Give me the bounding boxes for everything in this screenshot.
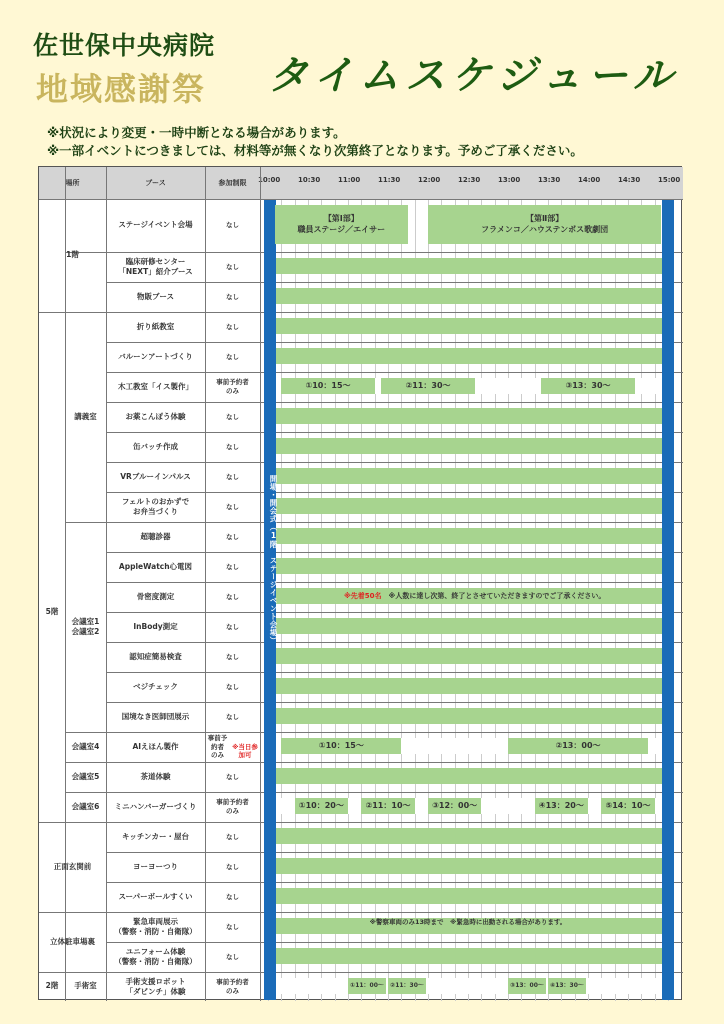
row-bar — [273, 678, 663, 694]
limit-cell: なし — [226, 322, 239, 331]
time-tick: 13:00 — [498, 176, 521, 184]
limit-cell: なし — [226, 862, 239, 871]
limit-cell: なし — [226, 292, 239, 301]
vehicle-note: ※警察車両のみ13時まで ※緊急時に出動される場合があります。 — [369, 917, 567, 926]
limit-cell: なし — [226, 682, 239, 691]
limit-cell: なし — [226, 652, 239, 661]
limit-cell: なし — [226, 592, 239, 601]
place-label: 立体駐車場裏 — [50, 936, 95, 946]
booth-cell: 木工教室「イス製作」 — [118, 381, 193, 391]
limit-cell: なし — [226, 262, 239, 271]
row-bar — [273, 558, 663, 574]
row-bar — [273, 288, 663, 304]
row-bar — [273, 408, 663, 424]
row-bar — [273, 468, 663, 484]
floor-2f: 2階 — [45, 981, 59, 991]
booth-cell: キッチンカー・屋台 — [122, 831, 189, 841]
woodwork-session: ③13：30～ — [541, 378, 634, 394]
limit-cell: なし — [226, 442, 239, 451]
time-tick: 11:00 — [338, 176, 361, 184]
same-day-note: ※当日参加可 — [232, 742, 258, 760]
stage-part-2: 【第Ⅱ部】 フラメンコ／ハウステンボス歌劇団 — [428, 205, 661, 244]
time-tick: 11:30 — [378, 176, 401, 184]
ai-book-session: ①10：15～ — [281, 738, 401, 754]
limit-cell: なし — [226, 622, 239, 631]
row-bar — [273, 948, 663, 964]
row-bar — [273, 888, 663, 904]
limit-cell: なし — [226, 352, 239, 361]
time-tick: 12:00 — [418, 176, 441, 184]
place-label: 会議室5 — [71, 771, 100, 781]
limit-cell: なし — [226, 892, 239, 901]
burger-session: ⑤14：10～ — [601, 798, 654, 814]
notice-line-1: ※状況により変更・一時中断となる場合があります。 — [47, 125, 346, 140]
row-bar — [273, 258, 663, 274]
booth-cell: スーパーボールすくい — [118, 891, 193, 901]
row-bar — [273, 348, 663, 364]
limit-cell: なし — [226, 952, 239, 961]
booth-cell: 緊急車両展示 （警察・消防・自衛隊） — [114, 916, 197, 936]
row-bar — [273, 528, 663, 544]
woodwork-session: ①10：15～ — [281, 378, 374, 394]
column-header-place: 場所 — [65, 179, 80, 187]
limit-cell: なし — [226, 221, 239, 230]
place-label: 会議室1 会議室2 — [71, 616, 100, 636]
opening-label: 開場・開会式（1階 ステージイベント会場） — [269, 475, 278, 645]
booth-cell: AIえほん製作 — [132, 741, 179, 751]
time-tick: 13:30 — [538, 176, 561, 184]
floor-5f: 5階 — [45, 606, 59, 616]
limit-cell: なし — [226, 502, 239, 511]
column-header-booth: ブース — [145, 179, 166, 187]
time-tick: 12:30 — [458, 176, 481, 184]
limit-cell: なし — [226, 412, 239, 421]
limit-cell: 事前予約者 のみ — [216, 978, 249, 995]
row-bar — [273, 828, 663, 844]
booth-cell: ベジチェック — [133, 681, 178, 691]
row-bar — [273, 858, 663, 874]
time-tick: 14:00 — [578, 176, 601, 184]
time-tick: 10:30 — [298, 176, 321, 184]
capacity-note: ※人数に達し次第、終了とさせていただきますのでご了承ください。 — [381, 592, 606, 601]
row-bar — [273, 498, 663, 514]
row-bar — [273, 768, 663, 784]
column-divider — [260, 167, 261, 1001]
place-label: 会議室6 — [71, 801, 100, 811]
place-label: 講義室 — [74, 411, 97, 421]
festival-name: 地域感謝祭 — [36, 70, 207, 108]
booth-cell: ステージイベント会場 — [118, 220, 193, 230]
limit-cell: なし — [226, 562, 239, 571]
place-label: 手術室 — [74, 981, 97, 991]
stage-part-1: 【第Ⅰ部】 職員ステージ／エイサー — [275, 205, 408, 244]
row-bar — [273, 438, 663, 454]
notice-line-2: ※一部イベントにつきましては、材料等が無くなり次第終了となります。予めご了承ください。 — [47, 143, 583, 158]
burger-session: ④13：20～ — [535, 798, 588, 814]
booth-cell: バルーンアートづくり — [118, 351, 193, 361]
burger-session: ①10：20～ — [295, 798, 348, 814]
booth-cell: 折り紙教室 — [136, 321, 175, 331]
booth-cell: 缶バッチ作成 — [133, 441, 178, 451]
limit-cell: 事前予約者 のみ — [216, 378, 249, 395]
booth-cell: 物販ブース — [137, 291, 174, 301]
booth-cell: 国境なき医師団展示 — [121, 711, 190, 721]
limit-cell: なし — [226, 712, 239, 721]
booth-cell: 臨床研修センター 「NEXT」紹介ブース — [118, 256, 193, 276]
limit-cell: なし — [226, 922, 239, 931]
limit-cell: 事前予約者 のみ — [216, 798, 249, 815]
time-tick: 15:00 — [658, 176, 681, 184]
place-label: 会議室4 — [71, 741, 100, 751]
booth-cell: 超聴診器 — [140, 531, 171, 541]
booth-cell: VRブルーインパルス — [120, 471, 191, 481]
closing-strip — [662, 200, 674, 1000]
first-come-note: ※先着50名 — [343, 592, 382, 601]
robot-session: ④13：30～ — [548, 978, 586, 994]
burger-session: ②11：10～ — [361, 798, 414, 814]
row-bar — [273, 708, 663, 724]
limit-cell: なし — [226, 772, 239, 781]
limit-cell: なし — [226, 472, 239, 481]
booth-cell: ミニハンバーガーづくり — [114, 801, 197, 811]
schedule-table — [38, 166, 682, 1000]
limit-cell: なし — [226, 532, 239, 541]
booth-cell: AppleWatch心電図 — [118, 561, 193, 571]
ai-book-session: ②13：00～ — [508, 738, 648, 754]
robot-session: ②11：30～ — [388, 978, 426, 994]
booth-cell: 茶道体験 — [140, 771, 171, 781]
time-tick: 14:30 — [618, 176, 641, 184]
place-label: 正面玄関前 — [53, 861, 92, 871]
column-header-limit: 参加制限 — [218, 179, 247, 187]
hospital-name: 佐世保中央病院 — [33, 31, 216, 60]
booth-cell: 骨密度測定 — [136, 591, 175, 601]
booth-cell: ヨーヨーつり — [133, 861, 178, 871]
booth-cell: InBody測定 — [133, 621, 178, 631]
booth-cell: お薬こんぽう体験 — [125, 411, 186, 421]
row-bar-cover — [273, 978, 663, 994]
limit-cell: 事前予約者 のみ ※当日参加可 — [205, 732, 260, 762]
row-bar — [273, 618, 663, 634]
robot-session: ③13：00～ — [508, 978, 546, 994]
booth-cell: 認知症簡易検査 — [129, 651, 182, 661]
row-bar — [273, 648, 663, 664]
booth-cell: フェルトのおかずで お弁当づくり — [121, 496, 190, 516]
woodwork-session: ②11：30～ — [381, 378, 474, 394]
booth-cell: ユニフォーム体験 （警察・消防・自衛隊） — [114, 946, 197, 966]
floor-1f: 1階 — [66, 250, 79, 260]
page-title: タイムスケジュール — [268, 53, 679, 99]
bone-note — [308, 582, 641, 612]
time-tick: 10:00 — [258, 176, 281, 184]
burger-session: ③12：00～ — [428, 798, 481, 814]
row-bar — [273, 318, 663, 334]
booth-cell: 手術支援ロボット 「ダビンチ」体験 — [125, 976, 186, 996]
robot-session: ①11：00～ — [348, 978, 386, 994]
limit-cell: なし — [226, 832, 239, 841]
